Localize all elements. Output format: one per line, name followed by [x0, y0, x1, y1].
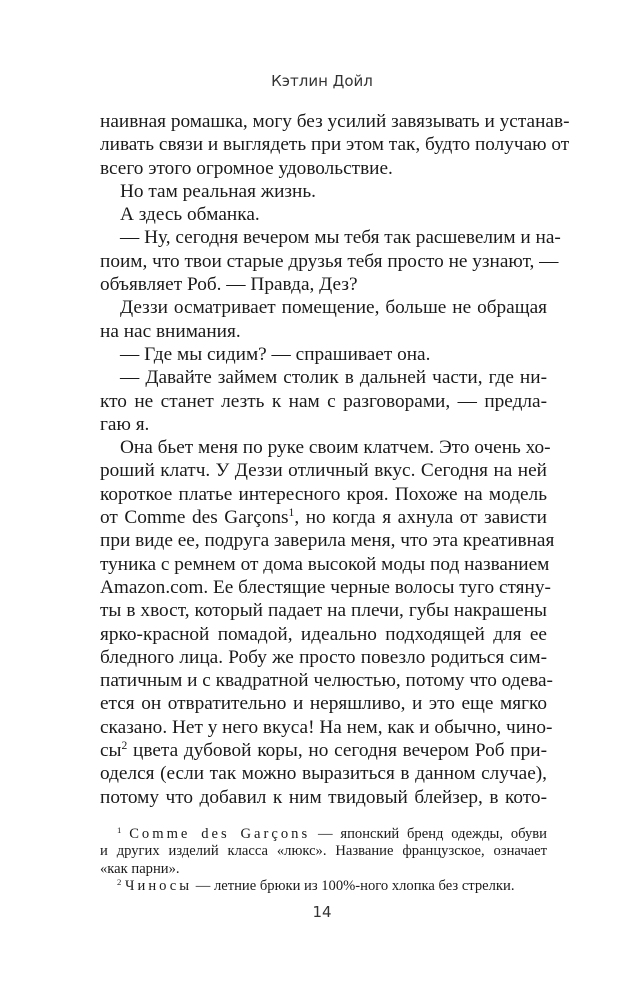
footnote-line: [100, 878, 547, 895]
footnote-line: [100, 861, 547, 878]
text-line: [100, 133, 570, 156]
text-line: [100, 506, 547, 529]
text-line: [100, 250, 559, 273]
text-segment: сы: [100, 740, 122, 762]
text-segment: Она бьет меня по руке своим клатчем. Это очень хо-: [120, 437, 551, 459]
text-segment: — Где мы сидим? — спрашивает она.: [120, 343, 431, 365]
footnote-number: 2: [117, 876, 122, 887]
footnote-line: [100, 843, 547, 860]
text-line: [100, 366, 547, 389]
footnote-number: 1: [117, 824, 122, 835]
text-line: [100, 553, 550, 576]
text-line: [100, 157, 547, 180]
footnote-term: Чиносы: [125, 877, 193, 894]
text-segment: Amazon.com. Ее блестящие черные волосы туго стяну-: [100, 576, 551, 598]
text-line: [100, 110, 570, 133]
text-segment: ярко-красной помадой, идеально подходящей для ее: [100, 623, 547, 645]
text-line: [100, 716, 553, 739]
running-header: Кэтлин Дойл: [271, 72, 373, 90]
footnote-text: «как парни».: [100, 860, 180, 877]
footnote-ref: 2: [121, 739, 128, 753]
text-segment: от Comme des Garçons: [100, 507, 289, 529]
text-segment: на нас внимания.: [100, 320, 241, 342]
text-line: [100, 576, 551, 599]
text-line: [100, 623, 547, 646]
text-segment: сказано. Нет у него вкуса! На нем, как и обычно, чино-: [100, 716, 553, 738]
footnote-ref: 1: [288, 506, 295, 520]
text-segment: ливать связи и выглядеть при этом так, будто получаю от: [100, 134, 570, 156]
text-segment: гаю я.: [100, 413, 150, 435]
text-segment: — Давайте займем столик в дальней части, где ни-: [120, 367, 547, 389]
text-segment: бледного лица. Робу же просто повезло родиться сим-: [100, 646, 547, 668]
text-segment: туника с ремнем от дома высокой моды под названием: [100, 553, 550, 575]
text-line: [100, 203, 547, 226]
text-line: [100, 459, 547, 482]
text-segment: объявляет Роб. — Правда, Дез?: [100, 274, 358, 296]
text-segment: роший клатч. У Деззи отличный вкус. Сегодня на ней: [100, 460, 547, 482]
text-line: [100, 226, 561, 249]
text-line: [100, 320, 547, 343]
text-segment: поим, что твои старые друзья тебя просто не узнают, —: [100, 250, 559, 272]
text-segment: короткое платье интересного кроя. Похоже на модель: [100, 483, 547, 505]
text-segment: патичным и с квадратной челюстью, потому что одева-: [100, 670, 553, 692]
footnote-text: и других изделий класса «люкс». Название французское, означает: [100, 843, 547, 860]
text-line: [100, 483, 547, 506]
footnote-term: Comme des Garçons: [129, 826, 311, 842]
text-segment: кто не станет лезть к нам с разговорами, — предла-: [100, 390, 547, 412]
text-line: [100, 390, 547, 413]
text-line: [100, 692, 547, 715]
text-segment: — Ну, сегодня вечером мы тебя так расшевелим и на-: [120, 227, 561, 249]
text-segment: оделся (если так можно выразиться в данном случае),: [100, 763, 547, 785]
footnotes: [100, 826, 547, 895]
text-segment: цвета дубовой коры, но сегодня вечером Роб при-: [127, 740, 547, 762]
text-line: [100, 646, 547, 669]
text-line: [100, 529, 555, 552]
text-segment: потому что добавил к ним твидовый блейзер, в кото-: [100, 786, 547, 808]
text-segment: Деззи осматривает помещение, больше не обращая: [120, 297, 547, 319]
text-segment: наивная ромашка, могу без усилий завязывать и устанав-: [100, 111, 570, 132]
text-line: [100, 786, 547, 809]
footnote-line: [100, 826, 547, 843]
footnote-text: — летние брюки из 100%-ного хлопка без стрелки.: [192, 877, 515, 894]
text-segment: Но там реальная жизнь.: [120, 180, 316, 202]
text-line: [100, 599, 547, 622]
text-segment: ется он отвратительно и неряшливо, и это еще мягко: [100, 693, 547, 715]
text-line: [100, 273, 547, 296]
text-line: [100, 739, 547, 762]
text-segment: при виде ее, подруга заверила меня, что эта креативная: [100, 530, 555, 552]
text-segment: всего этого огромное удовольствие.: [100, 157, 393, 179]
text-line: [100, 296, 547, 319]
text-line: [100, 343, 547, 366]
text-line: [100, 669, 553, 692]
text-line: [100, 762, 547, 785]
text-line: [100, 436, 551, 459]
text-segment: ты в хвост, который падает на плечи, губы накрашены: [100, 600, 547, 622]
text-segment: А здесь обманка.: [120, 204, 260, 226]
text-line: [100, 413, 547, 436]
page-number: 14: [312, 903, 332, 921]
text-line: [100, 180, 547, 203]
body-text: [100, 110, 570, 809]
footnote-text: — японский бренд одежды, обуви: [310, 826, 547, 842]
text-segment: , но когда я ахнула от зависти: [294, 507, 547, 529]
